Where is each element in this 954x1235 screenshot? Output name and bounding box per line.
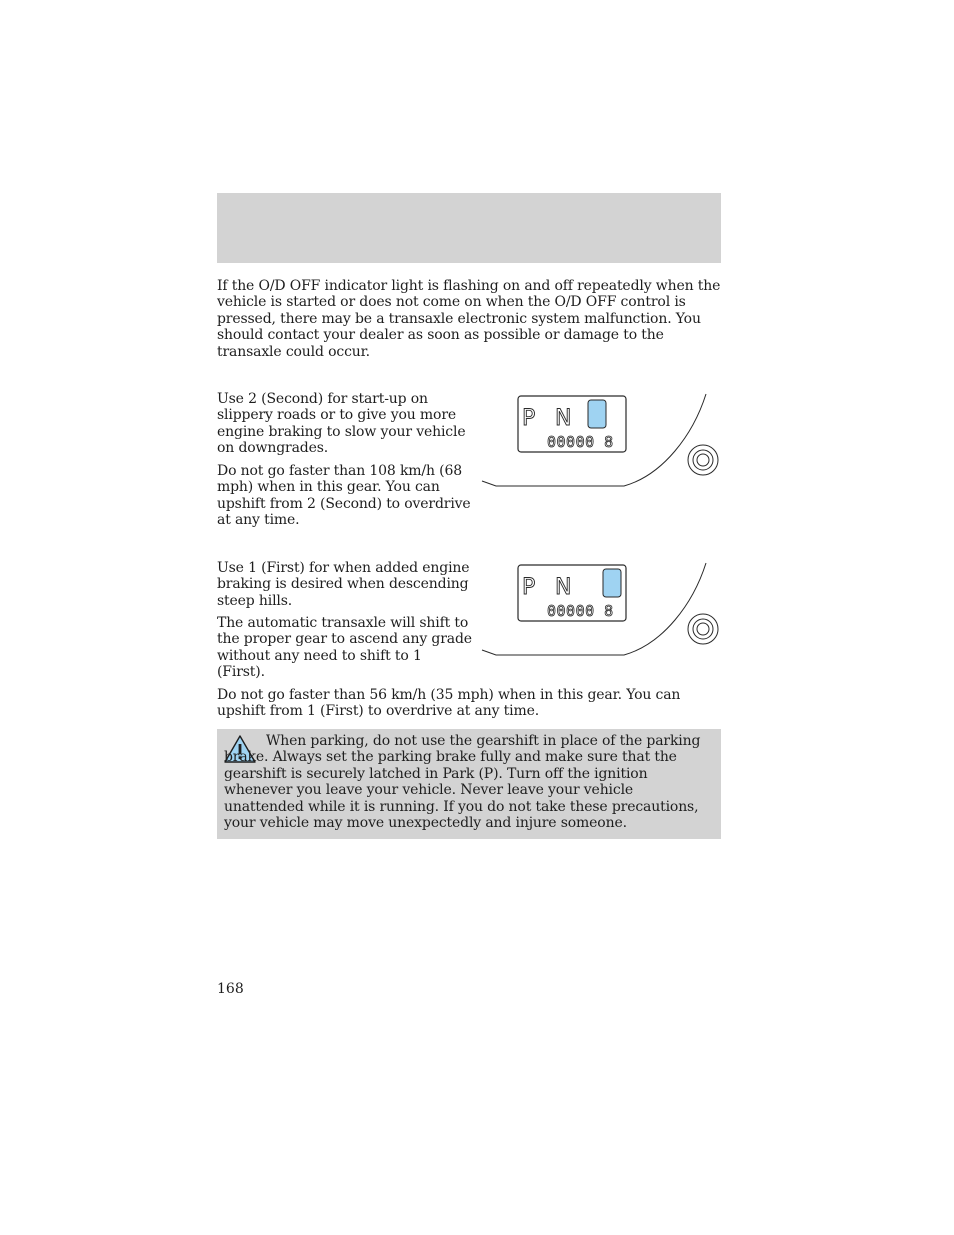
knob-icon	[688, 614, 718, 644]
gear-display-illustration-second	[478, 390, 723, 490]
second-gear-use-paragraph: Use 2 (Second) for start-up on slippery roads or to give you more engine braking to slow your vehicle on downgrades.	[217, 391, 466, 457]
parking-warning-text: When parking, do not use the gearshift in place of the parking brake. Always set the parking brake fully and make sure that the gearshift is securely latched in Park (P). Turn off the ignition whenever you leave your vehicle. Never leave your vehicle unattended while it is running. If you do not take these precautions, your vehicle may move unexpectedly and injure someone.	[224, 733, 701, 832]
first-gear-auto-paragraph: The automatic transaxle will shift to the proper gear to ascend any grade without any need to shift to 1 (First).	[217, 615, 472, 681]
gear-letter-p: P	[522, 406, 536, 431]
selected-gear-indicator	[603, 569, 621, 597]
gear-letter-n: N	[555, 575, 572, 600]
section-header-band	[217, 193, 721, 263]
odometer-readout: 00000 8	[547, 602, 614, 620]
second-gear-speed-paragraph: Do not go faster than 108 km/h (68 mph) when in this gear. You can upshift from 2 (Second) to overdrive at any time.	[217, 463, 471, 529]
selected-gear-indicator	[588, 400, 606, 428]
first-gear-speed-paragraph: Do not go faster than 56 km/h (35 mph) when in this gear. You can upshift from 1 (First) to overdrive at any time.	[217, 687, 681, 720]
first-gear-use-paragraph: Use 1 (First) for when added engine braking is desired when descending steep hills.	[217, 560, 470, 609]
gear-display-illustration-first	[478, 559, 723, 659]
gear-letter-n: N	[555, 406, 572, 431]
gear-letter-p: P	[522, 575, 536, 600]
parking-warning-box	[217, 729, 721, 839]
od-off-warning-paragraph: If the O/D OFF indicator light is flashing on and off repeatedly when the vehicle is started or does not come on when the O/D OFF control is pressed, there may be a transaxle electronic system malfunction. You should contact your dealer as soon as possible or damage to the transaxle could occur.	[217, 278, 721, 360]
knob-icon	[688, 445, 718, 475]
odometer-readout: 00000 8	[547, 433, 614, 451]
page-number: 168	[217, 981, 244, 997]
